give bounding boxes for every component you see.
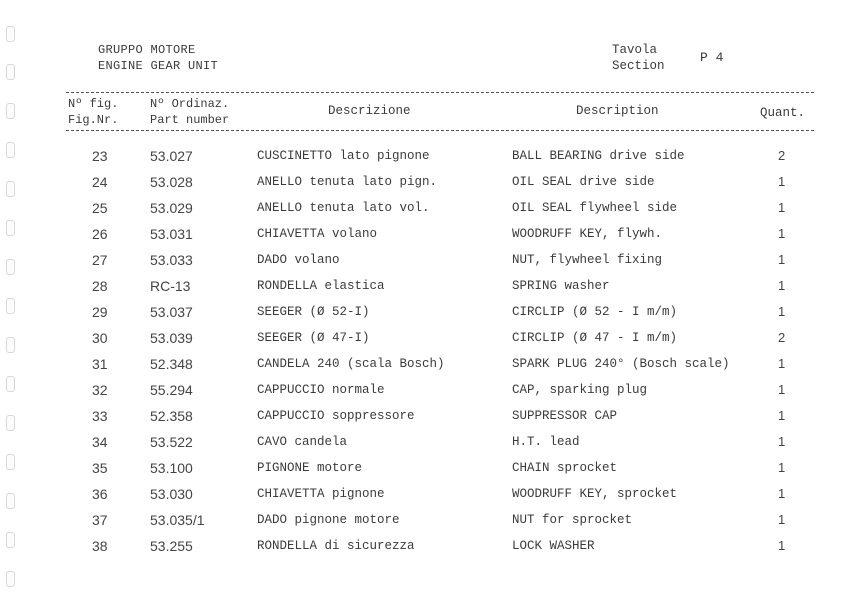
- description-italian: CANDELA 240 (scala Bosch): [257, 357, 445, 371]
- fig-number: 31: [92, 356, 108, 372]
- quantity: 1: [778, 460, 786, 475]
- description-italian: ANELLO tenuta lato pign.: [257, 175, 438, 189]
- description-italian: DADO pignone motore: [257, 513, 400, 527]
- table-row: [0, 381, 841, 399]
- description-italian: RONDELLA elastica: [257, 279, 385, 293]
- table-row: [0, 251, 841, 269]
- quantity: 1: [778, 174, 786, 189]
- description-italian: CAPPUCCIO normale: [257, 383, 385, 397]
- quantity: 1: [778, 434, 786, 449]
- quantity: 1: [778, 200, 786, 215]
- column-header-description: Description: [576, 104, 659, 118]
- section-label-english: Section: [612, 59, 665, 73]
- part-number: 53.029: [150, 200, 193, 216]
- description-english: CHAIN sprocket: [512, 461, 618, 475]
- table-row: [0, 329, 841, 347]
- fig-number: 28: [92, 278, 108, 294]
- table-row: [0, 407, 841, 425]
- description-italian: SEEGER (Ø 47-I): [257, 331, 370, 345]
- column-header-descrizione: Descrizione: [328, 104, 411, 118]
- quantity: 1: [778, 278, 786, 293]
- description-italian: CHIAVETTA volano: [257, 227, 378, 241]
- column-header-fig-en: Fig.Nr.: [68, 113, 119, 127]
- table-row: [0, 225, 841, 243]
- binder-hole: [6, 103, 15, 119]
- description-english: CAP, sparking plug: [512, 383, 648, 397]
- fig-number: 30: [92, 330, 108, 346]
- fig-number: 24: [92, 174, 108, 190]
- section-label: [612, 42, 665, 74]
- fig-number: 32: [92, 382, 108, 398]
- part-number: 53.039: [150, 330, 193, 346]
- fig-number: 26: [92, 226, 108, 242]
- part-number: 53.255: [150, 538, 193, 554]
- part-number: 53.028: [150, 174, 193, 190]
- header-rule-top: [66, 92, 814, 93]
- description-english: NUT for sprocket: [512, 513, 633, 527]
- description-italian: CAVO candela: [257, 435, 348, 449]
- quantity: 1: [778, 512, 786, 527]
- quantity: 1: [778, 304, 786, 319]
- description-english: CIRCLIP (Ø 47 - I m/m): [512, 331, 678, 345]
- column-header-part-en: Part number: [150, 113, 230, 127]
- fig-number: 35: [92, 460, 108, 476]
- quantity: 1: [778, 226, 786, 241]
- binder-hole: [6, 26, 15, 42]
- fig-number: 38: [92, 538, 108, 554]
- group-title-italian: GRUPPO MOTORE: [98, 43, 196, 57]
- group-title-english: ENGINE GEAR UNIT: [98, 59, 219, 73]
- description-english: WOODRUFF KEY, flywh.: [512, 227, 663, 241]
- part-number: RC-13: [150, 278, 191, 294]
- description-italian: CAPPUCCIO soppressore: [257, 409, 415, 423]
- part-number: 55.294: [150, 382, 193, 398]
- description-english: WOODRUFF KEY, sprocket: [512, 487, 678, 501]
- fig-number: 36: [92, 486, 108, 502]
- table-row: [0, 537, 841, 555]
- fig-number: 29: [92, 304, 108, 320]
- description-english: OIL SEAL drive side: [512, 175, 655, 189]
- fig-number: 37: [92, 512, 108, 528]
- fig-number: 27: [92, 252, 108, 268]
- table-row: [0, 147, 841, 165]
- table-row: [0, 485, 841, 503]
- description-italian: DADO volano: [257, 253, 340, 267]
- description-english: CIRCLIP (Ø 52 - I m/m): [512, 305, 678, 319]
- quantity: 2: [778, 148, 786, 163]
- quantity: 1: [778, 382, 786, 397]
- binder-holes: [2, 0, 18, 596]
- table-row: [0, 511, 841, 529]
- header-rule-bottom: [66, 130, 814, 131]
- description-english: SUPPRESSOR CAP: [512, 409, 618, 423]
- part-number: 53.035/1: [150, 512, 205, 528]
- description-english: NUT, flywheel fixing: [512, 253, 663, 267]
- binder-hole: [6, 64, 15, 80]
- section-code: P 4: [700, 50, 724, 65]
- description-english: BALL BEARING drive side: [512, 149, 685, 163]
- description-italian: RONDELLA di sicurezza: [257, 539, 415, 553]
- part-number: 53.522: [150, 434, 193, 450]
- quantity: 2: [778, 330, 786, 345]
- part-number: 52.358: [150, 408, 193, 424]
- column-header-part-it: Nº Ordinaz.: [150, 97, 230, 111]
- part-number: 53.037: [150, 304, 193, 320]
- description-english: H.T. lead: [512, 435, 580, 449]
- column-header-fig: [68, 96, 118, 128]
- quantity: 1: [778, 408, 786, 423]
- table-row: [0, 173, 841, 191]
- quantity: 1: [778, 252, 786, 267]
- binder-hole: [6, 571, 15, 587]
- column-header-fig-it: Nº fig.: [68, 97, 119, 111]
- table-row: [0, 459, 841, 477]
- table-row: [0, 433, 841, 451]
- table-row: [0, 277, 841, 295]
- part-number: 53.031: [150, 226, 193, 242]
- part-number: 53.100: [150, 460, 193, 476]
- tavola-label: Tavola: [612, 43, 658, 57]
- quantity: 1: [778, 356, 786, 371]
- quantity: 1: [778, 486, 786, 501]
- description-italian: ANELLO tenuta lato vol.: [257, 201, 430, 215]
- description-italian: PIGNONE motore: [257, 461, 363, 475]
- quantity: 1: [778, 538, 786, 553]
- description-english: SPRING washer: [512, 279, 610, 293]
- fig-number: 33: [92, 408, 108, 424]
- description-italian: CHIAVETTA pignone: [257, 487, 385, 501]
- part-number: 53.030: [150, 486, 193, 502]
- fig-number: 34: [92, 434, 108, 450]
- description-italian: CUSCINETTO lato pignone: [257, 149, 430, 163]
- description-english: LOCK WASHER: [512, 539, 595, 553]
- column-header-quantity: Quant.: [760, 106, 806, 120]
- table-row: [0, 355, 841, 373]
- part-number: 53.027: [150, 148, 193, 164]
- part-number: 53.033: [150, 252, 193, 268]
- part-number: 52.348: [150, 356, 193, 372]
- table-row: [0, 303, 841, 321]
- description-english: OIL SEAL flywheel side: [512, 201, 678, 215]
- group-title: [98, 42, 218, 74]
- description-italian: SEEGER (Ø 52-I): [257, 305, 370, 319]
- column-header-part: [150, 96, 229, 128]
- fig-number: 25: [92, 200, 108, 216]
- table-row: [0, 199, 841, 217]
- fig-number: 23: [92, 148, 108, 164]
- description-english: SPARK PLUG 240° (Bosch scale): [512, 357, 730, 371]
